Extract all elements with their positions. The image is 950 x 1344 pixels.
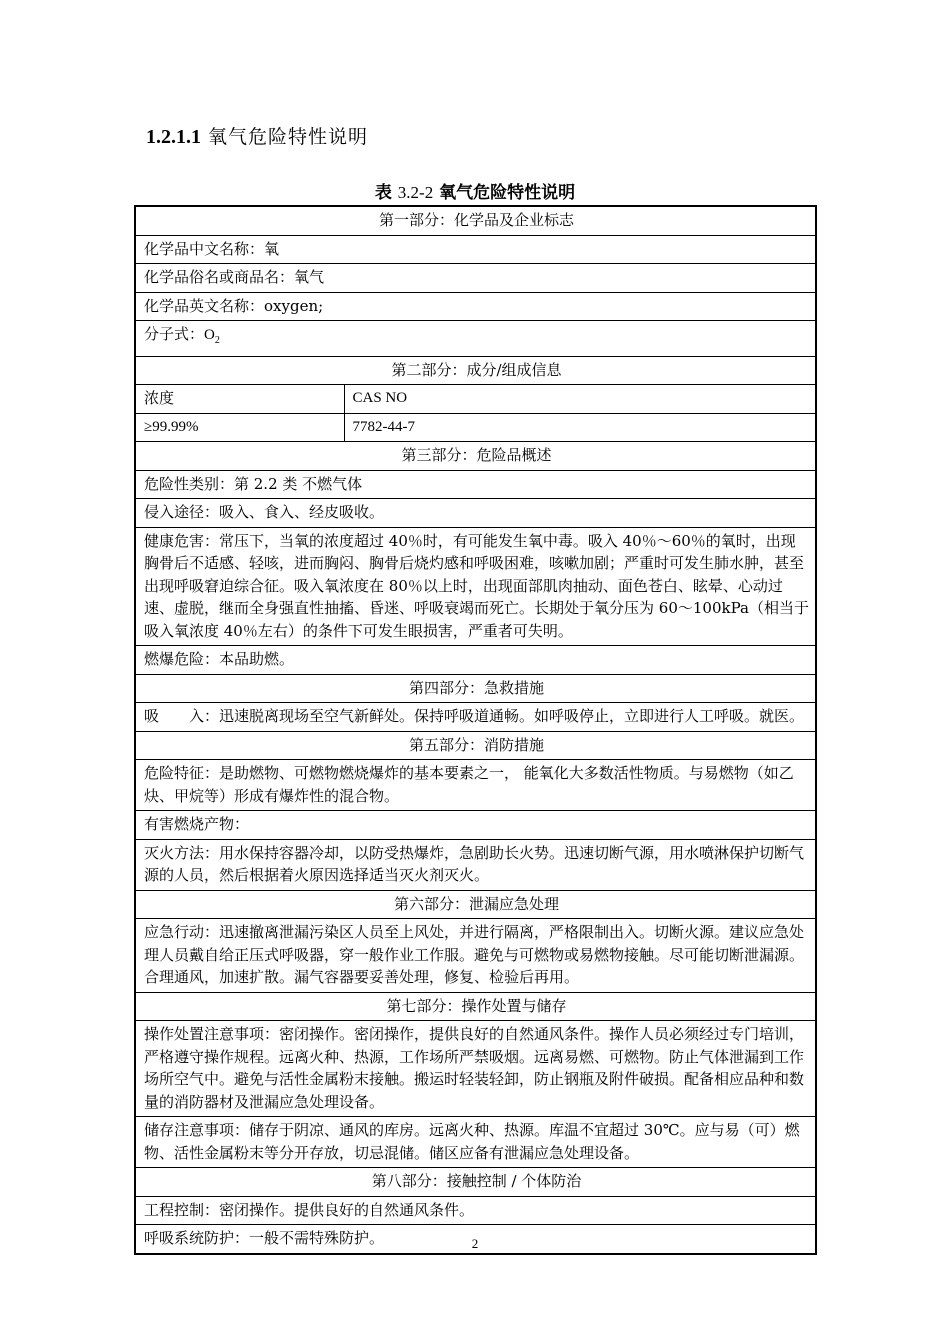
table-row: [135, 1196, 816, 1225]
part3-title: 第三部分：危险品概述: [135, 442, 816, 471]
formula-label: 分子式：: [144, 325, 205, 343]
page-number: 2: [471, 1236, 479, 1251]
part8-title: 第八部分：接触控制 / 个体防治: [135, 1168, 816, 1197]
section-number: 1.2.1.1: [146, 126, 201, 148]
table-row: [135, 499, 816, 528]
respiratory-protection-cell: 呼吸系统防护：一般不需特殊防护。: [135, 1225, 816, 1254]
cn-name-cell: 化学品中文名称：氧: [135, 235, 816, 264]
table-row: [135, 760, 816, 811]
table-row: [135, 470, 816, 499]
part6-title: 第六部分：泄漏应急处理: [135, 890, 816, 919]
table-row: [135, 321, 816, 357]
concentration-value: ≥99.99%: [135, 413, 344, 442]
hazard-feature-cell: 危险特征：是助燃物、可燃物燃烧爆炸的基本要素之一， 能氧化大多数活性物质。与易燃物（如乙炔、甲烷等）形成有爆炸性的混合物。: [135, 760, 816, 811]
table-row: [135, 731, 816, 760]
caption-title: 氧气危险特性说明: [439, 183, 576, 203]
caption-number: 3.2-2: [397, 183, 434, 202]
concentration-header: 浓度: [135, 385, 344, 414]
table-row: [135, 235, 816, 264]
formula-cell: [135, 321, 816, 357]
route-cell: 侵入途径：吸入、食入、经皮吸收。: [135, 499, 816, 528]
extinguishing-cell: 灭火方法：用水保持容器冷却，以防受热爆炸，急剧助长火势。迅速切断气源，用水喷淋保护切断气源的人员，然后根据着火原因选择适当灭火剂灭火。: [135, 839, 816, 890]
common-name-cell: 化学品俗名或商品名：氧气: [135, 264, 816, 293]
table-row: [135, 646, 816, 675]
table-row: [135, 292, 816, 321]
part1-title: 第一部分：化学品及企业标志: [135, 206, 816, 235]
hazard-class-cell: 危险性类别：第 2.2 类 不燃气体: [135, 470, 816, 499]
explosion-cell: 燃爆危险：本品助燃。: [135, 646, 816, 675]
part4-title: 第四部分：急救措施: [135, 674, 816, 703]
table-row: [135, 527, 816, 646]
caption-prefix: 表: [374, 183, 392, 203]
en-name-cell: 化学品英文名称：oxygen;: [135, 292, 816, 321]
table-row: [135, 442, 816, 471]
emergency-cell: 应急行动：迅速撤离泄漏污染区人员至上风处，并进行隔离，严格限制出入。切断火源。建议应急处理人员戴自给正压式呼吸器，穿一般作业工作服。避免与可燃物或易燃物接触。尽可能切断泄漏源。合理通风，加速扩散。漏气容器要妥善处理，修复、检验后再用。: [135, 919, 816, 993]
table-row: [135, 413, 816, 442]
part5-title: 第五部分：消防措施: [135, 731, 816, 760]
table-row: [135, 206, 816, 235]
health-hazard-cell: 健康危害：常压下，当氧的浓度超过 40％时，有可能发生氧中毒。吸入 40％～60％的氧时，出现胸骨后不适感、轻咳，进而胸闷、胸骨后烧灼感和呼吸困难，咳嗽加剧；严重时可发生肺水肿，甚至出现呼吸窘迫综合征。吸入氧浓度在 80％以上时，出现面部肌肉抽动、面色苍白、眩晕、心动过速、虚脱，继而全身强直性抽搐、昏迷、呼吸衰竭而死亡。长期处于氧分压为 60～100kPa（相当于吸入氧浓度 40％左右）的条件下可发生眼损害，严重者可失明。: [135, 527, 816, 646]
table-row: [135, 839, 816, 890]
handling-cell: 操作处置注意事项：密闭操作。密闭操作，提供良好的自然通风条件。操作人员必须经过专门培训，严格遵守操作规程。远离火种、热源，工作场所严禁吸烟。远离易燃、可燃物。防止气体泄漏到工作场所空气中。避免与活性金属粉末接触。搬运时轻装轻卸，防止钢瓶及附件破损。配备相应品种和数量的消防器材及泄漏应急处理设备。: [135, 1021, 816, 1117]
formula-subscript: 2: [214, 335, 220, 346]
table-row: [135, 1021, 816, 1117]
table-row: [135, 1117, 816, 1168]
table-row: [135, 811, 816, 840]
table-row: [135, 1168, 816, 1197]
cas-header: CAS NO: [344, 385, 816, 414]
section-heading: [146, 122, 368, 149]
table-row: [135, 703, 816, 732]
table-row: [135, 385, 816, 414]
table-row: [135, 264, 816, 293]
part7-title: 第七部分：操作处置与储存: [135, 992, 816, 1021]
combustion-products-cell: 有害燃烧产物：: [135, 811, 816, 840]
cas-value: 7782-44-7: [344, 413, 816, 442]
formula-main: O: [204, 327, 215, 343]
storage-cell: 储存注意事项：储存于阴凉、通风的库房。远离火种、热源。库温不宜超过 30℃。应与易（可）燃物、活性金属粉末等分开存放，切忌混储。储区应备有泄漏应急处理设备。: [135, 1117, 816, 1168]
engineering-control-cell: 工程控制：密闭操作。提供良好的自然通风条件。: [135, 1196, 816, 1225]
safety-data-table: [134, 205, 817, 1255]
table-row: [135, 356, 816, 385]
table-row: [135, 890, 816, 919]
inhalation-cell: 吸 入：迅速脱离现场至空气新鲜处。保持呼吸道通畅。如呼吸停止，立即进行人工呼吸。就医。: [135, 703, 816, 732]
table-row: [135, 674, 816, 703]
part2-title: 第二部分：成分/组成信息: [135, 356, 816, 385]
table-row: [135, 919, 816, 993]
section-title: 氧气危险特性说明: [208, 126, 369, 148]
table-caption: [0, 178, 950, 203]
table-row: [135, 992, 816, 1021]
